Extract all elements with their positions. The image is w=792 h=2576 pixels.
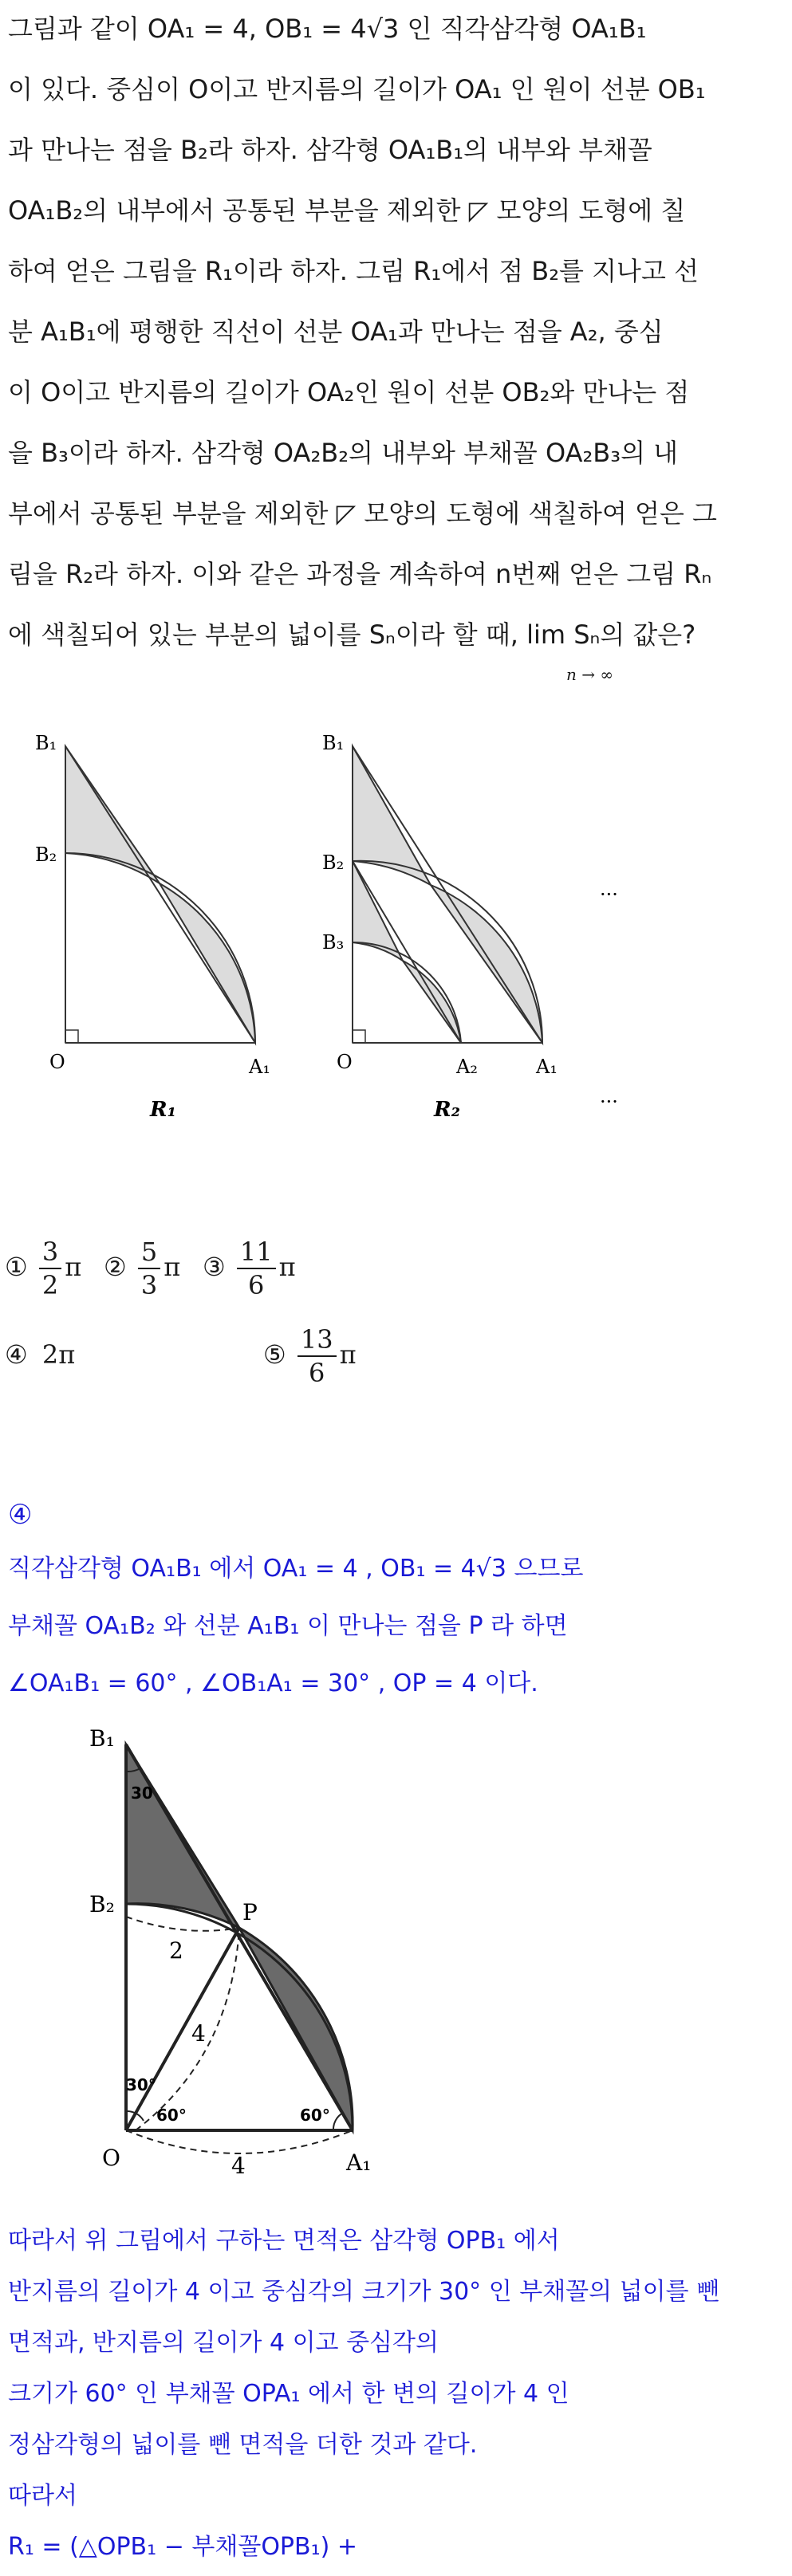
problem-line: 과 만나는 점을 B₂라 하자. 삼각형 OA₁B₁의 내부와 부채꼴 (8, 135, 652, 165)
choice-2[interactable] (104, 1236, 180, 1301)
arc-a2b3 (353, 942, 461, 1043)
solution-line: 정삼각형의 넓이를 뺀 면적을 더한 것과 같다. (8, 2431, 478, 2459)
problem-line: 에 색칠되어 있는 부분의 넓이를 Sₙ이라 할 때, lim Sₙ의 값은? (8, 619, 696, 650)
choice-5[interactable] (263, 1323, 357, 1389)
length-label-2: 2 (169, 1937, 183, 1964)
side-a2b2 (353, 861, 461, 1043)
problem-line: 부에서 공통된 부분을 제외한 ◸ 모양의 도형에 색칠하여 얻은 그 (8, 498, 717, 529)
solution-line: 직각삼각형 OA₁B₁ 에서 OA₁ = 4 , OB₁ = 4√3 으므로 (8, 1555, 584, 1583)
pi-symbol: π (339, 1339, 357, 1370)
right-angle-mark (353, 1030, 365, 1043)
numerator: 13 (297, 1323, 337, 1357)
solution-line: 따라서 위 그림에서 구하는 면적은 삼각형 OPB₁ 에서 (8, 2227, 560, 2255)
denominator: 6 (248, 1270, 265, 1300)
fraction (297, 1323, 337, 1389)
problem-line: 분 A₁B₁에 평행한 직선이 선분 OA₁과 만나는 점을 A₂, 중심 (8, 317, 664, 347)
choice-marker: ② (104, 1252, 127, 1282)
choice-1[interactable] (5, 1236, 81, 1301)
pi-symbol: π (164, 1252, 181, 1282)
angle-arc-a1 (333, 2113, 343, 2130)
choice-marker: ③ (203, 1252, 226, 1282)
caption-r1: R₁ (150, 1098, 176, 1122)
shaded-region-lower (160, 883, 255, 1043)
problem-line: 그림과 같이 OA₁ = 4, OB₁ = 4√3 인 직각삼각형 OA₁B₁ (8, 14, 647, 44)
solution-figure (0, 1722, 792, 2200)
label-b1: B₁ (35, 732, 57, 754)
shaded-region-upper (65, 746, 160, 883)
label-b2: B₂ (35, 844, 57, 866)
choice-4[interactable] (5, 1339, 75, 1370)
fraction (138, 1236, 160, 1301)
angle-label-60-o: 60° (156, 2106, 187, 2125)
ellipsis-top: ··· (600, 883, 618, 906)
right-angle-mark (65, 1030, 78, 1043)
choice-marker: ④ (5, 1339, 28, 1370)
fraction (39, 1236, 61, 1301)
label-b1: B₁ (322, 732, 345, 754)
label-a1: A₁ (249, 1056, 270, 1078)
label-o: O (49, 1051, 65, 1073)
figure-r1 (35, 732, 270, 1122)
label-a1: A₁ (536, 1056, 558, 1078)
pi-symbol: π (65, 1252, 82, 1282)
label-b2: B₂ (89, 1891, 115, 1917)
angle-label-30-top: 30 (131, 1784, 153, 1803)
angle-label-60-a1: 60° (300, 2106, 330, 2125)
label-p: P (242, 1899, 258, 1925)
side-a1b1 (65, 746, 255, 1043)
choice-3[interactable] (203, 1236, 296, 1301)
label-o: O (337, 1051, 353, 1073)
denominator: 3 (140, 1270, 158, 1300)
dashed-o-a1 (126, 2130, 353, 2153)
solution-answer: ④ (8, 1499, 33, 1531)
solution-line: 반지름의 길이가 4 이고 중심각의 크기가 30° 인 부채꼴의 넓이를 뺀 (8, 2278, 720, 2306)
solution-line: R₁ = (△OPB₁ − 부채꼴OPB₁) + (8, 2533, 358, 2561)
label-o: O (102, 2145, 120, 2171)
choice-value: 2π (41, 1339, 76, 1370)
caption-r2: R₂ (434, 1098, 460, 1122)
denominator: 6 (309, 1358, 325, 1388)
problem-line: 이 있다. 중심이 O이고 반지름의 길이가 OA₁ 인 원이 선분 OB₁ (8, 74, 706, 104)
solution-line: ∠OA₁B₁ = 60° , ∠OB₁A₁ = 30° , OP = 4 이다. (8, 1669, 538, 1697)
ellipsis-bottom: ··· (600, 1091, 618, 1113)
problem-text (8, 5, 786, 684)
solution-line: 면적과, 반지름의 길이가 4 이고 중심각의 (8, 2329, 439, 2357)
choice-marker: ① (5, 1252, 28, 1282)
label-b1: B₁ (89, 1725, 115, 1752)
solution-diagram (89, 1725, 371, 2179)
solution-line: 따라서 (8, 2482, 77, 2510)
label-b3: B₃ (322, 931, 345, 954)
problem-line: 을 B₃이라 하자. 삼각형 OA₂B₂의 내부와 부채꼴 OA₂B₃의 내 (8, 438, 679, 468)
problem-line: 이 O이고 반지름의 길이가 OA₂인 원이 선분 OB₂와 만나는 점 (8, 377, 690, 407)
shaded-region-inner-lower (403, 961, 461, 1043)
fraction (237, 1236, 276, 1301)
numerator: 3 (39, 1236, 61, 1269)
problem-line: 림을 R₂라 하자. 이와 같은 과정을 계속하여 n번째 얻은 그림 Rₙ (8, 559, 712, 589)
length-label-4-base: 4 (231, 2153, 246, 2179)
solution-line: 크기가 60° 인 부채꼴 OPA₁ 에서 한 변의 길이가 4 인 (8, 2380, 569, 2408)
problem-figures (0, 718, 792, 1164)
angle-label-30-o: 30° (126, 2075, 156, 2094)
choice-marker: ⑤ (263, 1339, 286, 1370)
solution-line: 부채꼴 OA₁B₂ 와 선분 A₁B₁ 이 만나는 점을 P 라 하면 (8, 1612, 568, 1640)
label-a1: A₁ (346, 2149, 372, 2176)
figure-r2 (322, 732, 558, 1122)
label-a2: A₂ (456, 1056, 478, 1078)
problem-line: OA₁B₂의 내부에서 공통된 부분을 제외한 ◸ 모양의 도형에 칠 (8, 195, 686, 226)
numerator: 11 (237, 1236, 276, 1269)
pi-symbol: π (278, 1252, 296, 1282)
problem-line: 하여 얻은 그림을 R₁이라 하자. 그림 R₁에서 점 B₂를 지나고 선 (8, 256, 699, 286)
label-b2: B₂ (322, 851, 345, 874)
length-label-4-diag: 4 (191, 2020, 206, 2047)
denominator: 2 (41, 1270, 59, 1300)
lim-subscript: n → ∞ (566, 665, 614, 684)
numerator: 5 (138, 1236, 160, 1269)
